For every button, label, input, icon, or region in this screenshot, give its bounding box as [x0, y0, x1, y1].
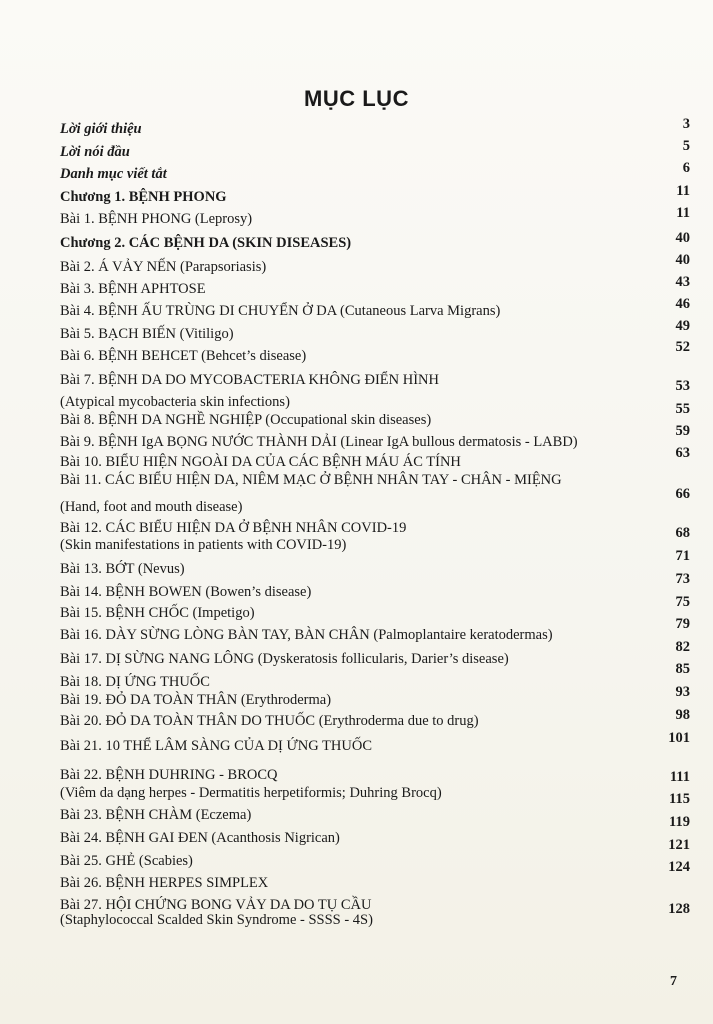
toc-entry-title: Bài 22. BỆNH DUHRING - BROCQ: [60, 767, 278, 783]
toc-entry-title: Bài 15. BỆNH CHỐC (Impetigo): [60, 605, 255, 621]
toc-entry-page: 6: [682, 160, 690, 176]
toc-entry-page: 124: [668, 859, 690, 875]
page-number: 7: [670, 974, 677, 989]
toc-entry-title: Chương 1. BỆNH PHONG: [60, 189, 227, 205]
toc-entry-page: 93: [675, 684, 690, 700]
toc-entry-title: Bài 14. BỆNH BOWEN (Bowen’s disease): [60, 584, 312, 600]
toc-entry-page: 59: [675, 423, 690, 439]
toc-entry-title: Bài 12. CÁC BIỂU HIỆN DA Ở BỆNH NHÂN COVID-19: [60, 520, 407, 536]
toc-entry-title: Bài 20. ĐỎ DA TOÀN THÂN DO THUỐC (Erythroderma due to drug): [60, 713, 479, 729]
toc-entry-page: 128: [668, 901, 690, 917]
toc-entry-page: 111: [669, 769, 690, 785]
toc-entry-title: Bài 8. BỆNH DA NGHỀ NGHIỆP (Occupational skin diseases): [60, 412, 432, 428]
toc-entry-title: Bài 26. BỆNH HERPES SIMPLEX: [60, 875, 269, 891]
toc-entry-page: 40: [675, 252, 690, 268]
toc-entry-title: Bài 2. Á VẢY NẾN (Parapsoriasis): [60, 259, 267, 275]
toc-entry-page: 121: [668, 837, 690, 853]
toc-entry-title: Bài 1. BỆNH PHONG (Leprosy): [60, 211, 253, 227]
toc-entry-title: Bài 11. CÁC BIỂU HIỆN DA, NIÊM MẠC Ở BỆNH NHÂN TAY - CHÂN - MIỆNG: [60, 472, 562, 488]
toc-entry-page: 98: [675, 707, 690, 723]
toc-entry-title: Bài 10. BIỂU HIỆN NGOÀI DA CỦA CÁC BỆNH MÁU ÁC TÍNH: [60, 454, 461, 470]
toc-entry-title: Bài 25. GHẺ (Scabies): [60, 853, 193, 869]
toc-entry-page: 85: [675, 661, 690, 677]
toc-entry-title: Bài 27. HỘI CHỨNG BONG VẢY DA DO TỤ CẦU: [60, 897, 372, 913]
toc-entry-title: Bài 23. BỆNH CHÀM (Eczema): [60, 807, 252, 823]
toc-entry-page: 43: [675, 274, 690, 290]
toc-entry-page: 115: [669, 791, 690, 807]
toc-entry-title: Bài 7. BỆNH DA DO MYCOBACTERIA KHÔNG ĐIỂN HÌNH: [60, 372, 440, 388]
toc-entry-page: 40: [675, 230, 690, 246]
toc-entry-page: 82: [675, 639, 690, 655]
toc-entry-page: 5: [682, 138, 690, 154]
toc-entry-page: 101: [668, 730, 690, 746]
toc-entry-page: 55: [675, 401, 690, 417]
toc-entry-page: 79: [675, 616, 690, 632]
toc-entry-page: 68: [675, 525, 690, 541]
toc-entry-title: Bài 17. DỊ SỪNG NANG LÔNG (Dyskeratosis follicularis, Darier’s disease): [60, 651, 509, 667]
toc-entry-page: 71: [675, 548, 690, 564]
toc-entry-page: 3: [682, 116, 690, 132]
toc-entry-title: Bài 13. BỚT (Nevus): [60, 561, 185, 577]
toc-entry-subtitle: (Atypical mycobacteria skin infections): [60, 394, 290, 410]
toc-entry-title: Lời giới thiệu: [60, 121, 142, 137]
toc-entry-title: Bài 18. DỊ ỨNG THUỐC: [60, 674, 210, 690]
toc-entry-title: Bài 3. BỆNH APHTOSE: [60, 281, 206, 297]
toc-entry-page: 73: [675, 571, 690, 587]
toc-entry-title: Chương 2. CÁC BỆNH DA (SKIN DISEASES): [60, 235, 352, 251]
toc-entry-page: 63: [675, 445, 690, 461]
toc-entry-subtitle: (Hand, foot and mouth disease): [60, 499, 243, 515]
toc-entry-title: Bài 19. ĐỎ DA TOÀN THÂN (Erythroderma): [60, 692, 332, 708]
toc-entry-subtitle: (Viêm da dạng herpes - Dermatitis herpetiformis; Duhring Brocq): [60, 785, 442, 801]
toc-entry-page: 11: [676, 205, 690, 221]
toc-entry-title: Lời nói đầu: [60, 144, 130, 160]
toc-entry-page: 66: [675, 486, 690, 502]
toc-entry-title: Bài 16. DÀY SỪNG LÒNG BÀN TAY, BÀN CHÂN (Palmoplantaire keratodermas): [60, 627, 553, 643]
toc-entry-subtitle: (Skin manifestations in patients with COVID-19): [60, 537, 347, 553]
toc-entry-page: 52: [675, 339, 690, 355]
page-title: MỤC LỤC: [304, 86, 409, 111]
toc-entry-title: Bài 9. BỆNH IgA BỌNG NƯỚC THÀNH DẢI (Linear IgA bullous dermatosis - LABD): [60, 434, 578, 450]
toc-entry-title: Bài 21. 10 THỂ LÂM SÀNG CỦA DỊ ỨNG THUỐC: [60, 738, 372, 754]
toc-entry-title: Bài 4. BỆNH ẤU TRÙNG DI CHUYỂN Ở DA (Cutaneous Larva Migrans): [60, 303, 501, 319]
toc-entry-title: Bài 5. BẠCH BIẾN (Vitiligo): [60, 326, 234, 342]
toc-entry-page: 75: [675, 594, 690, 610]
toc-entry-title: Bài 6. BỆNH BEHCET (Behcet’s disease): [60, 348, 307, 364]
toc-entry-page: 49: [675, 318, 690, 334]
toc-entry-title: Danh mục viết tắt: [60, 166, 167, 182]
toc-entry-subtitle: (Staphylococcal Scalded Skin Syndrome - SSSS - 4S): [60, 912, 373, 928]
toc-entry-page: 119: [669, 814, 690, 830]
toc-entry-page: 11: [676, 183, 690, 199]
toc-entry-title: Bài 24. BỆNH GAI ĐEN (Acanthosis Nigrican): [60, 830, 340, 846]
toc-entry-page: 46: [675, 296, 690, 312]
toc-entry-page: 53: [675, 378, 690, 394]
